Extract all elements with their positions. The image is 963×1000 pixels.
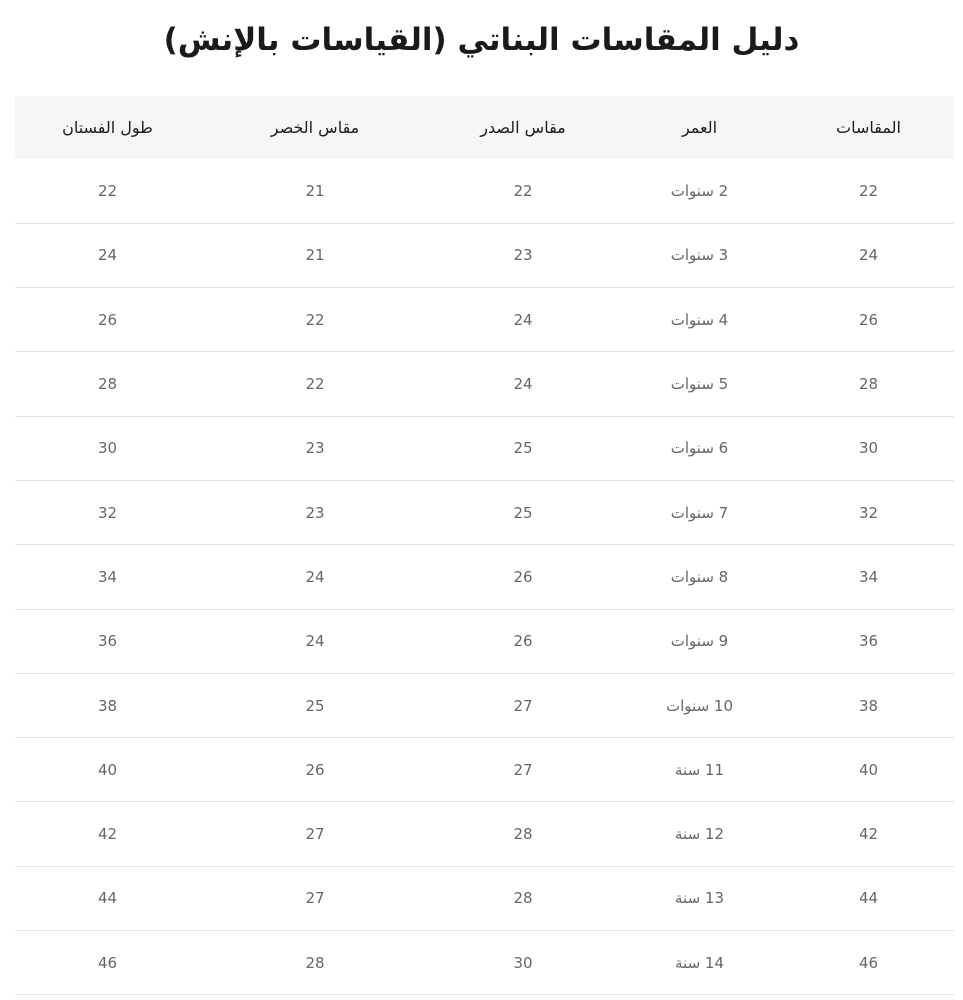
cell-length: 38	[97, 696, 118, 715]
cell-length: 40	[97, 760, 118, 779]
table-row	[15, 288, 954, 352]
cell-waist: 24	[305, 632, 325, 651]
header-row	[15, 96, 954, 159]
cell-length: 34	[97, 567, 118, 586]
cell-waist: 27	[305, 889, 325, 908]
cell-size: 36	[858, 632, 879, 651]
cell-length: 32	[97, 503, 118, 522]
cell-waist: 22	[305, 375, 325, 394]
cell-waist: 21	[305, 246, 325, 265]
header-length: طول الفستان	[62, 118, 153, 137]
cell-length: 44	[97, 889, 118, 908]
header-size: المقاسات	[836, 118, 901, 137]
cell-size: 40	[858, 760, 879, 779]
cell-waist: 21	[305, 181, 325, 200]
cell-length: 22	[97, 181, 118, 200]
cell-length: 36	[97, 632, 118, 651]
cell-age: 5 سنوات	[670, 375, 729, 394]
cell-chest: 23	[513, 246, 533, 265]
cell-waist: 23	[305, 503, 325, 522]
cell-age: 7 سنوات	[670, 503, 729, 522]
size-chart-table	[15, 96, 954, 995]
cell-size: 22	[858, 181, 879, 200]
cell-size: 24	[858, 246, 879, 265]
table-body	[15, 159, 954, 995]
cell-chest: 24	[513, 375, 533, 394]
cell-size: 42	[858, 825, 879, 844]
cell-chest: 26	[513, 567, 533, 586]
cell-chest: 28	[513, 825, 533, 844]
table-row	[15, 159, 954, 223]
cell-age: 9 سنوات	[670, 632, 729, 651]
cell-waist: 25	[305, 696, 325, 715]
cell-age: 12 سنة	[675, 825, 724, 844]
cell-age: 4 سنوات	[670, 310, 729, 329]
page-title: دليل المقاسات البناتي (القياسات بالإنش)	[163, 22, 800, 58]
cell-age: 13 سنة	[675, 889, 724, 908]
cell-length: 26	[97, 310, 118, 329]
cell-age: 3 سنوات	[670, 246, 729, 265]
cell-chest: 28	[513, 889, 533, 908]
cell-waist: 22	[305, 310, 325, 329]
cell-waist: 23	[305, 439, 325, 458]
cell-chest: 26	[513, 632, 533, 651]
cell-size: 26	[858, 310, 879, 329]
table-row	[15, 673, 954, 737]
cell-age: 8 سنوات	[670, 567, 729, 586]
cell-size: 28	[858, 375, 879, 394]
cell-age: 6 سنوات	[670, 439, 729, 458]
table-row	[15, 802, 954, 866]
cell-chest: 22	[513, 181, 533, 200]
cell-age: 2 سنوات	[670, 181, 729, 200]
cell-waist: 26	[305, 760, 325, 779]
table-row	[15, 352, 954, 416]
cell-chest: 27	[513, 760, 533, 779]
cell-size: 34	[858, 567, 879, 586]
cell-chest: 25	[513, 439, 533, 458]
cell-age: 14 سنة	[675, 953, 724, 972]
cell-waist: 24	[305, 567, 325, 586]
header-chest: مقاس الصدر	[480, 118, 566, 137]
cell-length: 30	[97, 439, 118, 458]
cell-size: 44	[858, 889, 879, 908]
cell-length: 28	[97, 375, 118, 394]
cell-waist: 28	[305, 953, 325, 972]
cell-size: 38	[858, 696, 879, 715]
header-age: العمر	[681, 118, 718, 137]
table-row	[15, 738, 954, 802]
header-waist: مقاس الخصر	[270, 118, 360, 137]
cell-length: 46	[97, 953, 118, 972]
table-row	[15, 931, 954, 995]
cell-chest: 24	[513, 310, 533, 329]
cell-size: 32	[858, 503, 879, 522]
cell-length: 24	[97, 246, 118, 265]
cell-chest: 30	[513, 953, 533, 972]
table-row	[15, 866, 954, 930]
table-row	[15, 223, 954, 287]
cell-size: 46	[858, 953, 879, 972]
cell-age: 11 سنة	[675, 760, 724, 779]
table-row	[15, 545, 954, 609]
cell-length: 42	[97, 825, 118, 844]
table-row	[15, 609, 954, 673]
cell-chest: 27	[513, 696, 533, 715]
table-header	[15, 96, 954, 159]
cell-age: 10 سنوات	[666, 696, 733, 715]
cell-waist: 27	[305, 825, 325, 844]
cell-chest: 25	[513, 503, 533, 522]
table-row	[15, 480, 954, 544]
cell-size: 30	[858, 439, 879, 458]
table-row	[15, 416, 954, 480]
